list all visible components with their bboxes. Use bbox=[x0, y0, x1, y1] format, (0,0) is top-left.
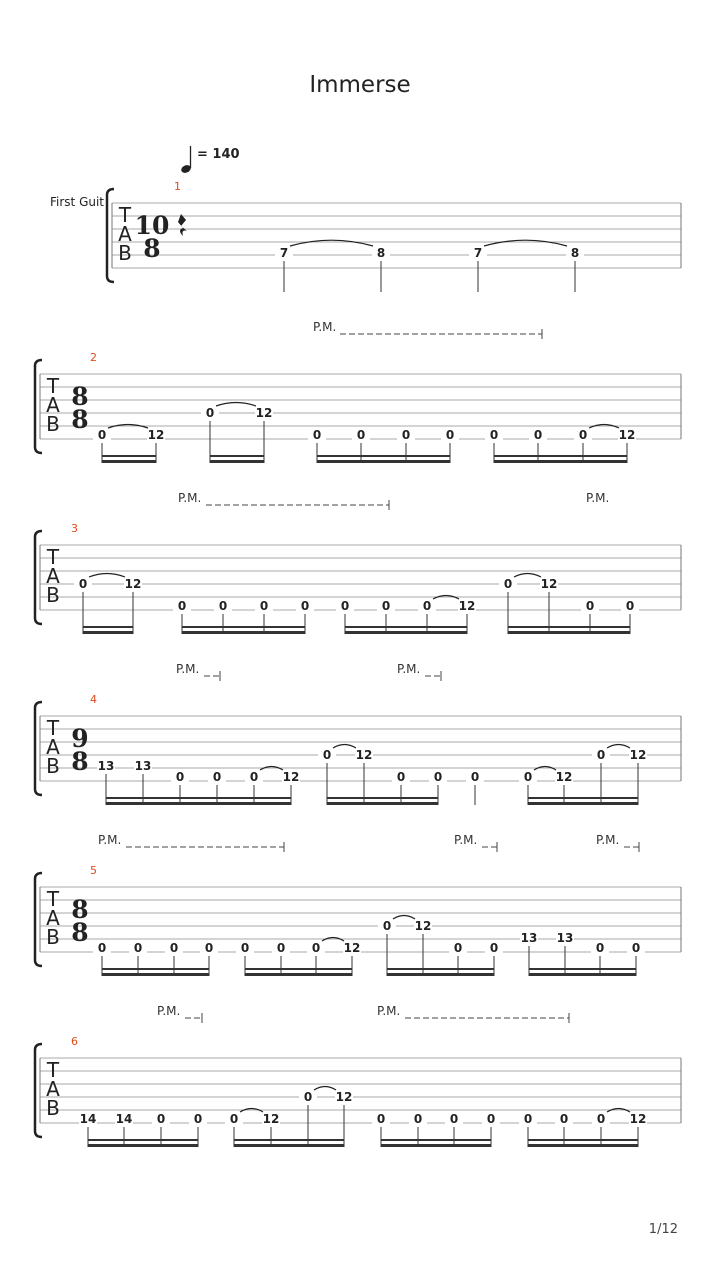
fret-number: 0 bbox=[533, 428, 543, 442]
beam-primary bbox=[317, 460, 450, 463]
fret-number: 0 bbox=[300, 599, 310, 613]
beam-secondary bbox=[528, 797, 638, 799]
fret-number: 0 bbox=[449, 1112, 459, 1126]
beam-secondary bbox=[327, 797, 438, 799]
fret-number: 0 bbox=[78, 577, 88, 591]
fret-number: 0 bbox=[433, 770, 443, 784]
beam-primary bbox=[102, 460, 156, 463]
fret-number: 0 bbox=[585, 599, 595, 613]
tab-letter-t: T bbox=[46, 1058, 60, 1082]
fret-number: 0 bbox=[523, 1112, 533, 1126]
tab-letter-b: B bbox=[118, 241, 132, 265]
fret-number: 0 bbox=[249, 770, 259, 784]
fret-number: 0 bbox=[175, 770, 185, 784]
fret-number: 0 bbox=[276, 941, 286, 955]
tempo-marking: = 140 bbox=[197, 147, 240, 162]
bar-number: 5 bbox=[90, 864, 97, 877]
bar-number: 3 bbox=[71, 522, 78, 535]
fret-number: 0 bbox=[193, 1112, 203, 1126]
fret-number: 12 bbox=[262, 1112, 280, 1126]
beam-primary bbox=[106, 802, 291, 805]
fret-number: 0 bbox=[382, 919, 392, 933]
beam-secondary bbox=[528, 1139, 638, 1141]
tab-system bbox=[35, 500, 681, 634]
beam-secondary bbox=[529, 968, 636, 970]
fret-number: 0 bbox=[133, 941, 143, 955]
tab-letter-a: A bbox=[46, 564, 60, 588]
bar-number: 1 bbox=[174, 180, 181, 193]
palm-mute-label: P.M. bbox=[176, 662, 200, 676]
fret-number: 8 bbox=[376, 246, 386, 260]
fret-number: 12 bbox=[255, 406, 273, 420]
beam-secondary bbox=[102, 455, 156, 457]
palm-mute-label: P.M. bbox=[98, 833, 122, 847]
slur bbox=[89, 574, 125, 578]
slur bbox=[290, 240, 373, 246]
fret-number: 0 bbox=[356, 428, 366, 442]
beam-primary bbox=[381, 1144, 491, 1147]
fret-number: 0 bbox=[470, 770, 480, 784]
beam-primary bbox=[234, 1144, 344, 1147]
fret-number: 12 bbox=[414, 919, 432, 933]
fret-number: 0 bbox=[204, 941, 214, 955]
tab-letter-b: B bbox=[46, 925, 60, 949]
beam-primary bbox=[345, 631, 467, 634]
tab-letter-t: T bbox=[118, 203, 132, 227]
fret-number: 0 bbox=[413, 1112, 423, 1126]
fret-number: 12 bbox=[147, 428, 165, 442]
slur bbox=[484, 240, 567, 246]
fret-number: 0 bbox=[595, 941, 605, 955]
page-number: 1/12 bbox=[648, 1222, 678, 1237]
fret-number: 13 bbox=[520, 931, 538, 945]
fret-number: 0 bbox=[177, 599, 187, 613]
fret-number: 0 bbox=[559, 1112, 569, 1126]
fret-number: 0 bbox=[229, 1112, 239, 1126]
beam-secondary bbox=[245, 968, 352, 970]
tab-letter-b: B bbox=[46, 1096, 60, 1120]
beam-primary bbox=[83, 631, 133, 634]
beam-secondary bbox=[345, 626, 467, 628]
time-signature-numerator: 8 bbox=[71, 382, 89, 411]
fret-number: 0 bbox=[396, 770, 406, 784]
fret-number: 13 bbox=[97, 759, 115, 773]
fret-number: 0 bbox=[218, 599, 228, 613]
beam-primary bbox=[102, 973, 209, 976]
fret-number: 12 bbox=[282, 770, 300, 784]
beam-primary bbox=[508, 631, 630, 634]
slur bbox=[216, 403, 256, 407]
palm-mute-label: P.M. bbox=[596, 833, 620, 847]
palm-mute-label: P.M. bbox=[178, 491, 202, 505]
tab-letter-a: A bbox=[118, 222, 132, 246]
fret-number: 0 bbox=[503, 577, 513, 591]
palm-mute-label: P.M. bbox=[454, 833, 478, 847]
beam-secondary bbox=[106, 797, 291, 799]
fret-number: 12 bbox=[629, 748, 647, 762]
instrument-name: First Guit bbox=[50, 195, 105, 209]
bar-number: 6 bbox=[71, 1035, 78, 1048]
beam-secondary bbox=[317, 455, 450, 457]
fret-number: 0 bbox=[578, 428, 588, 442]
fret-number: 0 bbox=[156, 1112, 166, 1126]
tab-letter-t: T bbox=[46, 374, 60, 398]
palm-mute-label: P.M. bbox=[586, 491, 610, 505]
slur bbox=[314, 1087, 336, 1091]
fret-number: 7 bbox=[473, 246, 483, 260]
fret-number: 12 bbox=[458, 599, 476, 613]
fret-number: 0 bbox=[401, 428, 411, 442]
fret-number: 14 bbox=[115, 1112, 133, 1126]
beam-primary bbox=[327, 802, 438, 805]
beam-secondary bbox=[83, 626, 133, 628]
fret-number: 12 bbox=[124, 577, 142, 591]
beam-primary bbox=[528, 802, 638, 805]
fret-number: 0 bbox=[523, 770, 533, 784]
beam-secondary bbox=[210, 455, 264, 457]
time-signature-numerator: 9 bbox=[71, 724, 89, 753]
time-signature-denominator: 8 bbox=[143, 234, 161, 263]
fret-number: 0 bbox=[422, 599, 432, 613]
tab-letter-b: B bbox=[46, 412, 60, 436]
fret-number: 0 bbox=[489, 428, 499, 442]
beam-primary bbox=[528, 1144, 638, 1147]
tab-letter-a: A bbox=[46, 735, 60, 759]
tab-system bbox=[107, 189, 681, 292]
slur bbox=[393, 916, 415, 920]
fret-number: 0 bbox=[376, 1112, 386, 1126]
fret-number: 0 bbox=[596, 1112, 606, 1126]
fret-number: 0 bbox=[453, 941, 463, 955]
fret-number: 0 bbox=[169, 941, 179, 955]
fret-number: 0 bbox=[322, 748, 332, 762]
fret-number: 0 bbox=[312, 428, 322, 442]
tab-letter-b: B bbox=[46, 754, 60, 778]
fret-number: 12 bbox=[618, 428, 636, 442]
beam-secondary bbox=[387, 968, 494, 970]
fret-number: 13 bbox=[134, 759, 152, 773]
fret-number: 0 bbox=[631, 941, 641, 955]
fret-number: 12 bbox=[355, 748, 373, 762]
palm-mute-label: P.M. bbox=[397, 662, 421, 676]
fret-number: 0 bbox=[625, 599, 635, 613]
tab-letter-t: T bbox=[46, 887, 60, 911]
fret-number: 13 bbox=[556, 931, 574, 945]
tab-letter-t: T bbox=[46, 545, 60, 569]
fret-number: 0 bbox=[311, 941, 321, 955]
tab-letter-t: T bbox=[46, 716, 60, 740]
fret-number: 0 bbox=[97, 941, 107, 955]
time-signature-numerator: 10 bbox=[134, 211, 170, 240]
fret-number: 12 bbox=[555, 770, 573, 784]
fret-number: 0 bbox=[445, 428, 455, 442]
slur bbox=[333, 745, 356, 749]
time-signature-denominator: 8 bbox=[71, 747, 89, 776]
fret-number: 14 bbox=[79, 1112, 97, 1126]
beam-secondary bbox=[494, 455, 627, 457]
tab-system bbox=[35, 671, 681, 805]
beam-primary bbox=[245, 973, 352, 976]
tab-letter-a: A bbox=[46, 906, 60, 930]
slur bbox=[607, 745, 630, 749]
beam-primary bbox=[182, 631, 305, 634]
beam-secondary bbox=[508, 626, 630, 628]
tab-system bbox=[35, 842, 681, 976]
fret-number: 12 bbox=[335, 1090, 353, 1104]
fret-number: 8 bbox=[570, 246, 580, 260]
beam-primary bbox=[210, 460, 264, 463]
fret-number: 0 bbox=[212, 770, 222, 784]
fret-number: 0 bbox=[381, 599, 391, 613]
tab-system bbox=[35, 329, 681, 463]
beam-primary bbox=[88, 1144, 198, 1147]
fret-number: 0 bbox=[486, 1112, 496, 1126]
palm-mute-label: P.M. bbox=[377, 1004, 401, 1018]
fret-number: 7 bbox=[279, 246, 289, 260]
fret-number: 12 bbox=[343, 941, 361, 955]
slur bbox=[514, 574, 541, 578]
beam-secondary bbox=[234, 1139, 344, 1141]
palm-mute-label: P.M. bbox=[157, 1004, 181, 1018]
bar-number: 4 bbox=[90, 693, 97, 706]
beam-secondary bbox=[381, 1139, 491, 1141]
beam-secondary bbox=[102, 968, 209, 970]
quarter-rest-icon bbox=[178, 214, 187, 236]
fret-number: 12 bbox=[540, 577, 558, 591]
beam-secondary bbox=[88, 1139, 198, 1141]
fret-number: 0 bbox=[240, 941, 250, 955]
tab-system bbox=[35, 1013, 681, 1147]
palm-mute-label: P.M. bbox=[313, 320, 337, 334]
fret-number: 12 bbox=[629, 1112, 647, 1126]
beam-secondary bbox=[182, 626, 305, 628]
fret-number: 0 bbox=[97, 428, 107, 442]
beam-primary bbox=[387, 973, 494, 976]
fret-number: 0 bbox=[596, 748, 606, 762]
bar-number: 2 bbox=[90, 351, 97, 364]
tab-letter-a: A bbox=[46, 1077, 60, 1101]
song-title: Immerse bbox=[309, 72, 411, 98]
fret-number: 0 bbox=[205, 406, 215, 420]
time-signature-numerator: 8 bbox=[71, 895, 89, 924]
fret-number: 0 bbox=[303, 1090, 313, 1104]
time-signature-denominator: 8 bbox=[71, 405, 89, 434]
fret-number: 0 bbox=[489, 941, 499, 955]
beam-primary bbox=[494, 460, 627, 463]
time-signature-denominator: 8 bbox=[71, 918, 89, 947]
fret-number: 0 bbox=[340, 599, 350, 613]
tab-letter-a: A bbox=[46, 393, 60, 417]
beam-primary bbox=[529, 973, 636, 976]
tab-letter-b: B bbox=[46, 583, 60, 607]
fret-number: 0 bbox=[259, 599, 269, 613]
